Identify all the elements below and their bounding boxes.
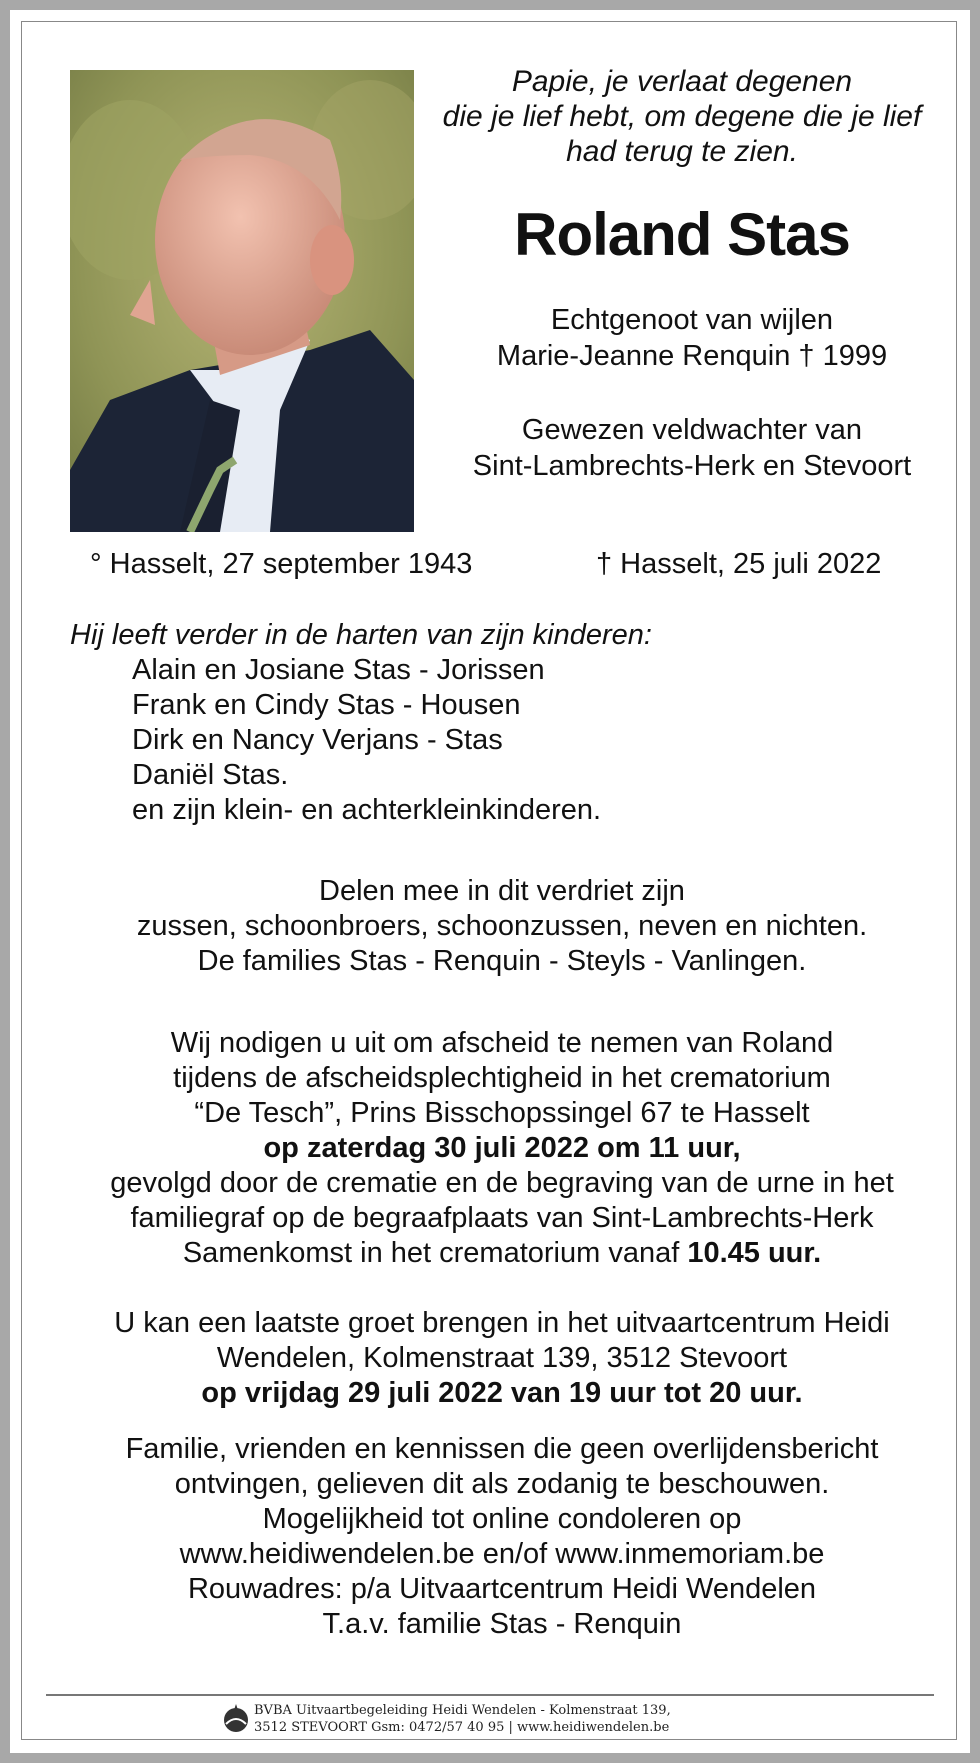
obituary-inner-border xyxy=(21,21,957,1740)
footer-text xyxy=(254,1702,671,1736)
footer-divider xyxy=(46,1694,934,1696)
memorial-quote xyxy=(432,64,932,169)
closing-line-5: Rouwadres: p/a Uitvaartcentrum Heidi Wendelen xyxy=(187,1573,817,1605)
farewell-line-2: Wendelen, Kolmenstraat 139, 3512 Stevoort xyxy=(216,1342,788,1374)
list-item: Frank en Cindy Stas - Housen xyxy=(132,689,521,721)
footer-line-1: BVBA Uitvaartbegeleiding Heidi Wendelen - Kolmenstraat 139, xyxy=(254,1703,671,1718)
occupation-line-2: Sint-Lambrechts-Herk en Stevoort xyxy=(472,450,912,482)
farewell-block xyxy=(62,1306,942,1411)
ceremony-block xyxy=(62,1026,942,1271)
closing-line-6: T.a.v. familie Stas - Renquin xyxy=(322,1608,682,1640)
list-item: Daniël Stas. xyxy=(132,759,289,791)
list-item: Alain en Josiane Stas - Jorissen xyxy=(132,654,545,686)
ceremony-line-3: “De Tesch”, Prins Bisschopssingel 67 te Hasselt xyxy=(194,1097,810,1129)
occupation-line-1: Gewezen veldwachter van xyxy=(521,414,863,446)
portrait-photo xyxy=(70,70,414,532)
gathering-time: 10.45 uur. xyxy=(687,1237,822,1269)
farewell-line-1: U kan een laatste groet brengen in het uitvaartcentrum Heidi xyxy=(114,1307,890,1339)
children-intro: Hij leeft verder in de harten van zijn kinderen: xyxy=(70,619,652,651)
ceremony-date: op zaterdag 30 juli 2022 om 11 uur, xyxy=(263,1132,741,1164)
quote-line-3: had terug te zien. xyxy=(566,135,798,168)
closing-line-3: Mogelijkheid tot online condoleren op xyxy=(262,1503,742,1535)
family-block xyxy=(62,874,942,979)
closing-line-2: ontvingen, gelieven dit als zodanig te beschouwen. xyxy=(174,1468,830,1500)
closing-block xyxy=(62,1432,942,1642)
undertaker-logo-icon xyxy=(222,1702,250,1739)
closing-line-4: www.heidiwendelen.be en/of www.inmemoriam.be xyxy=(179,1538,825,1570)
spouse-line-2: Marie-Jeanne Renquin † 1999 xyxy=(496,340,888,372)
family-line-3: De families Stas - Renquin - Steyls - Vanlingen. xyxy=(197,945,807,977)
deceased-name: Roland Stas xyxy=(514,201,850,268)
gathering-text: Samenkomst in het crematorium vanaf xyxy=(182,1237,680,1269)
list-item: en zijn klein- en achterkleinkinderen. xyxy=(132,794,602,826)
obituary-card xyxy=(10,10,970,1753)
children-list xyxy=(132,653,601,828)
death-date: † Hasselt, 25 juli 2022 xyxy=(596,548,882,580)
farewell-date: op vrijdag 29 juli 2022 van 19 uur tot 20 uur. xyxy=(201,1377,803,1409)
family-line-2: zussen, schoonbroers, schoonzussen, neven en nichten. xyxy=(136,910,868,942)
closing-line-1: Familie, vrienden en kennissen die geen overlijdensbericht xyxy=(125,1433,879,1465)
ceremony-line-1: Wij nodigen u uit om afscheid te nemen van Roland xyxy=(170,1027,834,1059)
quote-line-2: die je lief hebt, om degene die je lief xyxy=(442,100,922,133)
spouse-line-1: Echtgenoot van wijlen xyxy=(550,304,834,336)
ceremony-line-5: gevolgd door de crematie en de begraving van de urne in het xyxy=(110,1167,894,1199)
occupation-info xyxy=(442,412,942,484)
ceremony-line-7 xyxy=(62,1236,942,1271)
ceremony-line-2: tijdens de afscheidsplechtigheid in het crematorium xyxy=(173,1062,831,1094)
list-item: Dirk en Nancy Verjans - Stas xyxy=(132,724,503,756)
footer-line-2: 3512 STEVOORT Gsm: 0472/57 40 95 | www.heidiwendelen.be xyxy=(254,1720,670,1735)
birth-date: ° Hasselt, 27 september 1943 xyxy=(90,548,473,580)
spouse-info xyxy=(442,302,942,374)
family-line-1: Delen mee in dit verdriet zijn xyxy=(319,875,685,907)
ceremony-line-6: familiegraf op de begraafplaats van Sint-Lambrechts-Herk xyxy=(130,1202,874,1234)
quote-line-1: Papie, je verlaat degenen xyxy=(511,65,853,98)
